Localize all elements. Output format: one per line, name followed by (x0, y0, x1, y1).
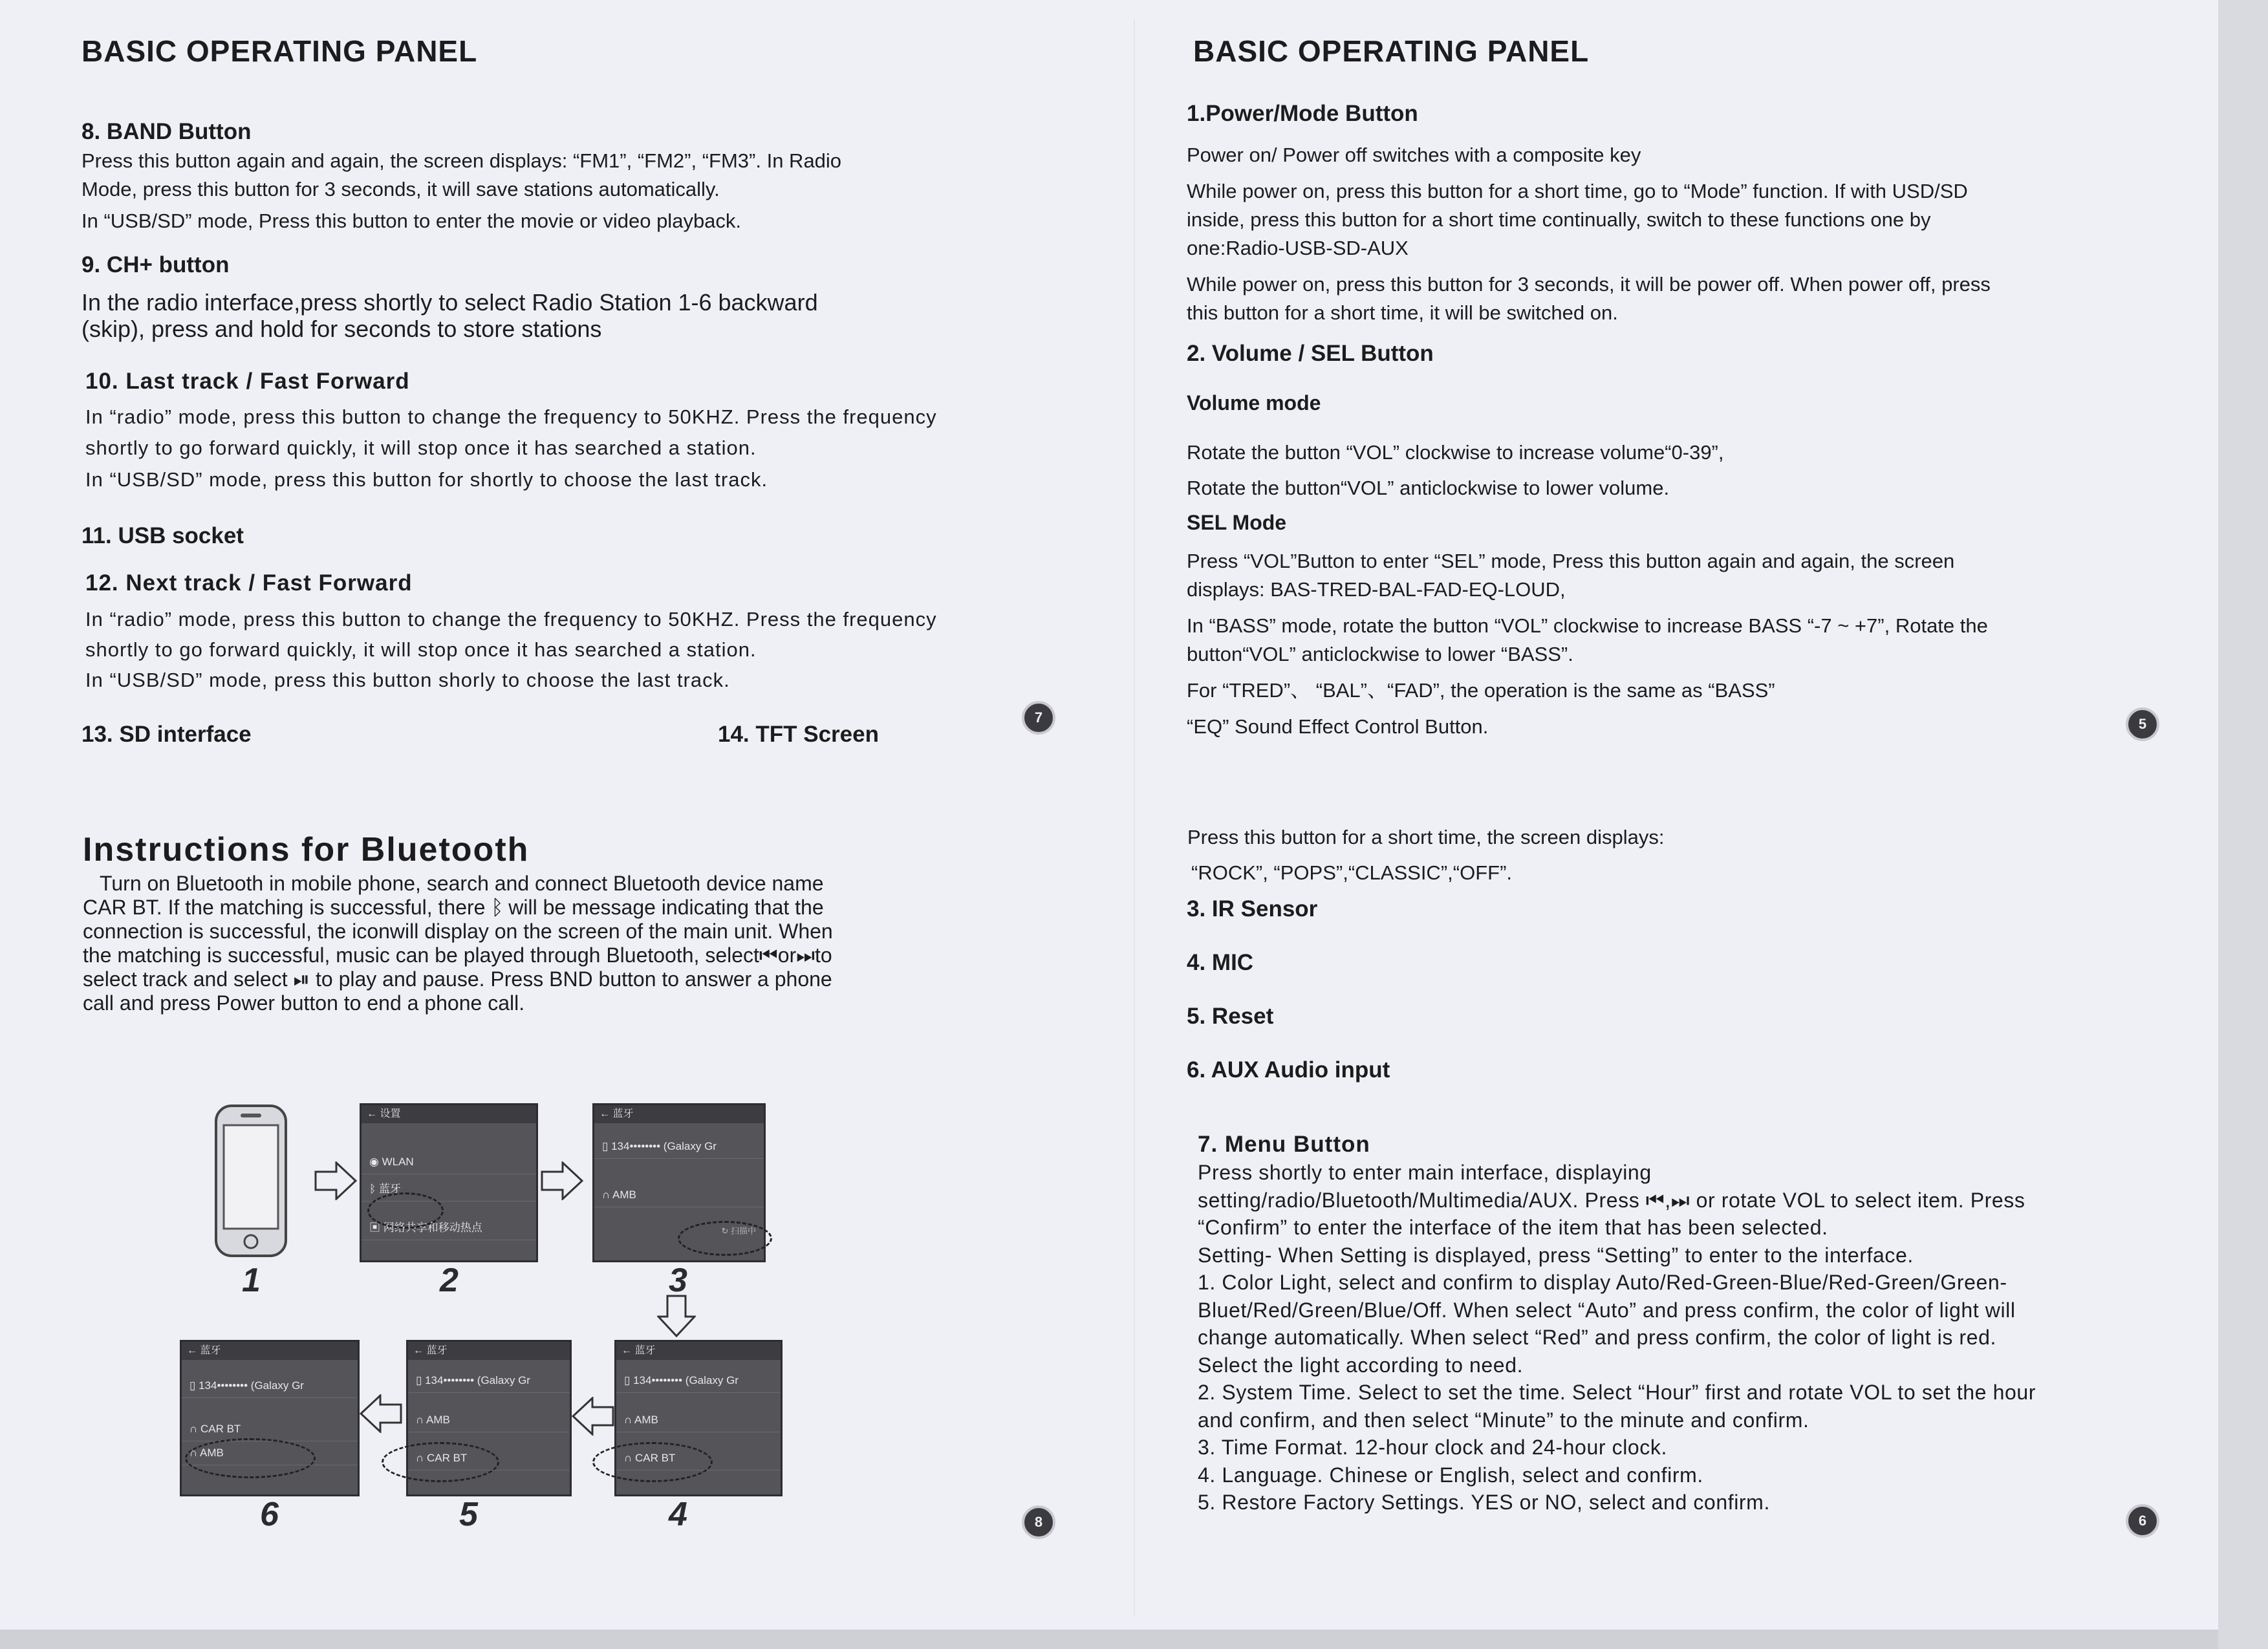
fold-line (1134, 19, 1135, 1617)
step-4-number: 4 (669, 1496, 687, 1533)
wlan-row (362, 1150, 536, 1174)
last-track-heading: 10. Last track / Fast Forward (85, 369, 410, 394)
arrow-right-icon (541, 1161, 583, 1200)
sel-text-6: “EQ” Sound Effect Control Button. (1187, 715, 1489, 738)
next-track-icon: ⏭ (796, 943, 815, 967)
volume-mode-heading: Volume mode (1187, 391, 1321, 415)
band-text-1: Press this button again and again, the screen displays: “FM1”, “FM2”, “FM3”. In Radio (81, 149, 842, 172)
menu-line-1: Press shortly to enter main interface, displaying (1198, 1161, 1652, 1184)
step-1-number: 1 (242, 1262, 261, 1299)
page-6 (1183, 815, 2179, 1591)
highlight-ellipse (367, 1192, 444, 1229)
headphone-icon: ∩ (189, 1447, 198, 1459)
step-2-number: 2 (440, 1262, 459, 1299)
step-5-number: 5 (459, 1496, 478, 1533)
ch-text-1: In the radio interface,press shortly to select Radio Station 1-6 backward (81, 289, 818, 316)
page-bottom-edge (0, 1630, 2218, 1649)
next-track-text-2: shortly to go forward quickly, it will stop once it has searched a station. (85, 638, 757, 661)
menu-line-13: 5. Restore Factory Settings. YES or NO, select and confirm. (1198, 1491, 1770, 1514)
menu-line-7: change automatically. When select “Red” and press confirm, the color of light is red. (1198, 1326, 1996, 1349)
headphone-icon: ∩ (416, 1452, 424, 1464)
band-text-2: Mode, press this button for 3 seconds, it will save stations automatically. (81, 178, 720, 200)
last-track-text-2: shortly to go forward quickly, it will stop once it has searched a station. (85, 436, 757, 459)
menu-line-2a: setting/radio/Bluetooth/Multimedia/AUX. Press (1198, 1188, 1640, 1212)
bt-line-2b: will be message indicating that the (508, 896, 824, 919)
bluetooth-label: 蓝牙 (378, 1183, 401, 1195)
phone-icon: ▯ (602, 1140, 609, 1152)
bt-line-4b: or (777, 943, 797, 967)
arrow-left-icon (572, 1397, 614, 1436)
band-button-heading: 8. BAND Button (81, 119, 252, 144)
amb-row (408, 1408, 570, 1432)
page-number: 8 (1022, 1505, 1055, 1539)
sel-text-2: displays: BAS-TRED-BAL-FAD-EQ-LOUD, (1187, 578, 1566, 601)
screen-status-bar: ← 设置 (362, 1105, 536, 1123)
power-text-2: While power on, press this button for a short time, go to “Mode” function. If with USD/SD (1187, 180, 1968, 202)
step-1-phone (212, 1103, 290, 1258)
page-number: 7 (1022, 701, 1055, 735)
highlight-ellipse (678, 1221, 772, 1256)
reset-heading: 5. Reset (1187, 1004, 1274, 1029)
amb-label: AMB (612, 1189, 636, 1201)
menu-line-2b: or rotate VOL to select item. Press (1696, 1188, 2025, 1212)
page-8 (78, 815, 1074, 1591)
sel-text-1: Press “VOL”Button to enter “SEL” mode, Press this button again and again, the screen (1187, 550, 1955, 572)
page-7 (78, 26, 1074, 757)
menu-instructions (1198, 1159, 2155, 1516)
amb-label: AMB (200, 1447, 224, 1459)
volume-sel-heading: 2. Volume / SEL Button (1187, 341, 1434, 366)
ch-button-heading: 9. CH+ button (81, 252, 230, 277)
highlight-ellipse (382, 1442, 499, 1482)
eq-text-2: “ROCK”, “POPS”,“CLASSIC”,“OFF”. (1191, 861, 1512, 884)
refresh-icon: ↻ (721, 1226, 729, 1236)
amb-label: AMB (426, 1414, 450, 1426)
phone-icon: ▯ (189, 1379, 196, 1392)
page-number: 5 (2126, 707, 2159, 741)
sel-mode-heading: SEL Mode (1187, 511, 1287, 534)
device-label: 134•••••••• (Galaxy Gr (611, 1140, 717, 1152)
next-track-text-1: In “radio” mode, press this button to change the frequency to 50KHZ. Press the frequency (85, 608, 937, 630)
amb-row (616, 1408, 781, 1432)
paired-device-row (594, 1135, 764, 1159)
bt-line-3: connection is successful, the iconwill display on the screen of the main unit. When (83, 920, 833, 943)
highlight-ellipse (185, 1438, 316, 1478)
next-track-heading: 12. Next track / Fast Forward (85, 570, 413, 596)
hotspot-label: 网络共享和移动热点 (383, 1222, 482, 1234)
hotspot-icon: ▣ (369, 1222, 380, 1234)
sd-interface-heading: 13. SD interface (81, 722, 252, 747)
usb-socket-heading: 11. USB socket (81, 523, 244, 548)
highlight-ellipse (592, 1442, 713, 1482)
next-track-text-3: In “USB/SD” mode, press this button shorly to choose the last track. (85, 669, 730, 691)
device-label: 134•••••••• (Galaxy Gr (199, 1379, 304, 1392)
headphone-icon: ∩ (624, 1452, 632, 1464)
power-mode-heading: 1.Power/Mode Button (1187, 101, 1418, 126)
ch-text-2: (skip), press and hold for seconds to store stations (81, 316, 602, 342)
menu-button-heading: 7. Menu Button (1198, 1132, 1370, 1157)
menu-line-2 (1198, 1187, 2155, 1214)
device-label: 134•••••••• (Galaxy Gr (633, 1374, 739, 1386)
car-bt-label: CAR BT (200, 1423, 241, 1435)
power-text-5: While power on, press this button for 3 seconds, it will be power off. When power off, press (1187, 273, 1991, 296)
bt-line-4a: the matching is successful, music can be played through Bluetooth, select (83, 943, 759, 967)
headphone-icon: ∩ (416, 1414, 424, 1426)
power-text-4: one:Radio-USB-SD-AUX (1187, 237, 1409, 259)
menu-line-4: Setting- When Setting is displayed, press “Setting” to enter to the interface. (1198, 1243, 1914, 1267)
prev-next-icon: ⏮,⏭ (1645, 1188, 1690, 1212)
screen-status-bar: ← 蓝牙 (408, 1342, 570, 1360)
power-text-6: this button for a short time, it will be switched on. (1187, 301, 1618, 324)
bt-line-2a: CAR BT. If the matching is successful, there (83, 896, 486, 919)
ir-sensor-heading: 3. IR Sensor (1187, 896, 1318, 921)
page-edge (2218, 0, 2268, 1649)
menu-line-6: Bluet/Red/Green/Blue/Off. When select “Auto” and press confirm, the color of light will (1198, 1298, 2016, 1322)
scanning-label: 扫描中 (730, 1226, 756, 1236)
phone-icon: ▯ (624, 1374, 631, 1386)
headphone-icon: ∩ (602, 1189, 610, 1201)
car-bt-row (182, 1417, 358, 1441)
band-text-3: In “USB/SD” mode, Press this button to enter the movie or video playback. (81, 210, 742, 232)
volume-text-2: Rotate the button“VOL” anticlockwise to lower volume. (1187, 477, 1670, 499)
bt-line-4 (83, 943, 943, 967)
bluetooth-icon: ᛒ (491, 896, 504, 919)
headphone-icon: ∩ (624, 1414, 632, 1426)
paired-device-row (408, 1369, 570, 1393)
page-number: 6 (2126, 1504, 2159, 1538)
menu-line-9: 2. System Time. Select to set the time. Select “Hour” first and rotate VOL to set the hour (1198, 1381, 2036, 1404)
amb-row (594, 1183, 764, 1207)
play-pause-icon: ⏯ (293, 967, 310, 991)
step-6-number: 6 (260, 1496, 279, 1533)
paired-device-row (616, 1369, 781, 1393)
eq-text-1: Press this button for a short time, the screen displays: (1187, 826, 1665, 848)
arrow-right-icon (314, 1161, 357, 1200)
screen-status-bar: ← 蓝牙 (594, 1105, 764, 1123)
car-bt-label: CAR BT (634, 1452, 676, 1464)
screen-status-bar: ← 蓝牙 (616, 1342, 781, 1360)
menu-line-3: “Confirm” to enter the interface of the item that has been selected. (1198, 1216, 1828, 1239)
bt-line-4c: to (814, 943, 832, 967)
power-text-1: Power on/ Power off switches with a composite key (1187, 144, 1641, 166)
bt-line-5a: select track and select (83, 967, 288, 991)
screen-status-bar: ← 蓝牙 (182, 1342, 358, 1360)
smartphone-icon (212, 1103, 290, 1258)
last-track-text-1: In “radio” mode, press this button to change the frequency to 50KHZ. Press the frequency (85, 405, 937, 428)
sel-text-3: In “BASS” mode, rotate the button “VOL” clockwise to increase BASS “-7 ~ +7”, Rotate the (1187, 614, 1988, 637)
step-2-screen (360, 1103, 538, 1262)
prev-track-icon: ⏮ (759, 943, 778, 967)
bt-line-5b: to play and pause. Press BND button to answer a phone (315, 967, 832, 991)
arrow-down-icon (657, 1295, 696, 1337)
page-5 (1183, 26, 2179, 757)
bt-line-5 (83, 967, 943, 991)
car-bt-label: CAR BT (426, 1452, 468, 1464)
last-track-text-3: In “USB/SD” mode, press this button for shortly to choose the last track. (85, 468, 768, 491)
wifi-icon: ◉ (369, 1156, 379, 1168)
page-title: BASIC OPERATING PANEL (1193, 34, 1590, 68)
menu-line-8: Select the light according to need. (1198, 1353, 1524, 1377)
bluetooth-heading: Instructions for Bluetooth (83, 831, 530, 868)
mic-heading: 4. MIC (1187, 950, 1254, 975)
menu-line-11: 3. Time Format. 12-hour clock and 24-hour clock. (1198, 1436, 1667, 1459)
wlan-label: WLAN (382, 1156, 414, 1168)
sel-text-4: button“VOL” anticlockwise to lower “BASS”. (1187, 643, 1573, 665)
arrow-left-icon (360, 1394, 402, 1433)
bluetooth-icon: ᛒ (369, 1183, 376, 1195)
menu-line-12: 4. Language. Chinese or English, select and confirm. (1198, 1463, 1703, 1487)
device-label: 134•••••••• (Galaxy Gr (425, 1374, 530, 1386)
phone-icon: ▯ (416, 1374, 422, 1386)
headphone-icon: ∩ (189, 1423, 198, 1435)
amb-label: AMB (634, 1414, 658, 1426)
menu-line-10: and confirm, and then select “Minute” to the minute and confirm. (1198, 1408, 1809, 1432)
menu-line-5: 1. Color Light, select and confirm to display Auto/Red-Green-Blue/Red-Green/Green- (1198, 1271, 2007, 1294)
sel-text-5: For “TRED”、 “BAL”、“FAD”, the operation is the same as “BASS” (1187, 679, 1775, 702)
power-text-3: inside, press this button for a short time continually, switch to these functions one by (1187, 208, 1931, 231)
aux-input-heading: 6. AUX Audio input (1187, 1057, 1390, 1083)
paired-device-row (182, 1374, 358, 1398)
bt-line-1: Turn on Bluetooth in mobile phone, search and connect Bluetooth device name (100, 872, 824, 895)
bt-line-6: call and press Power button to end a phone call. (83, 991, 525, 1015)
bluetooth-instructions (83, 872, 943, 1015)
bt-line-2 (83, 896, 943, 920)
volume-text-1: Rotate the button “VOL” clockwise to increase volume“0-39”, (1187, 441, 1724, 464)
step-3-number: 3 (669, 1262, 687, 1299)
page-title: BASIC OPERATING PANEL (81, 34, 478, 68)
tft-screen-heading: 14. TFT Screen (718, 722, 879, 747)
